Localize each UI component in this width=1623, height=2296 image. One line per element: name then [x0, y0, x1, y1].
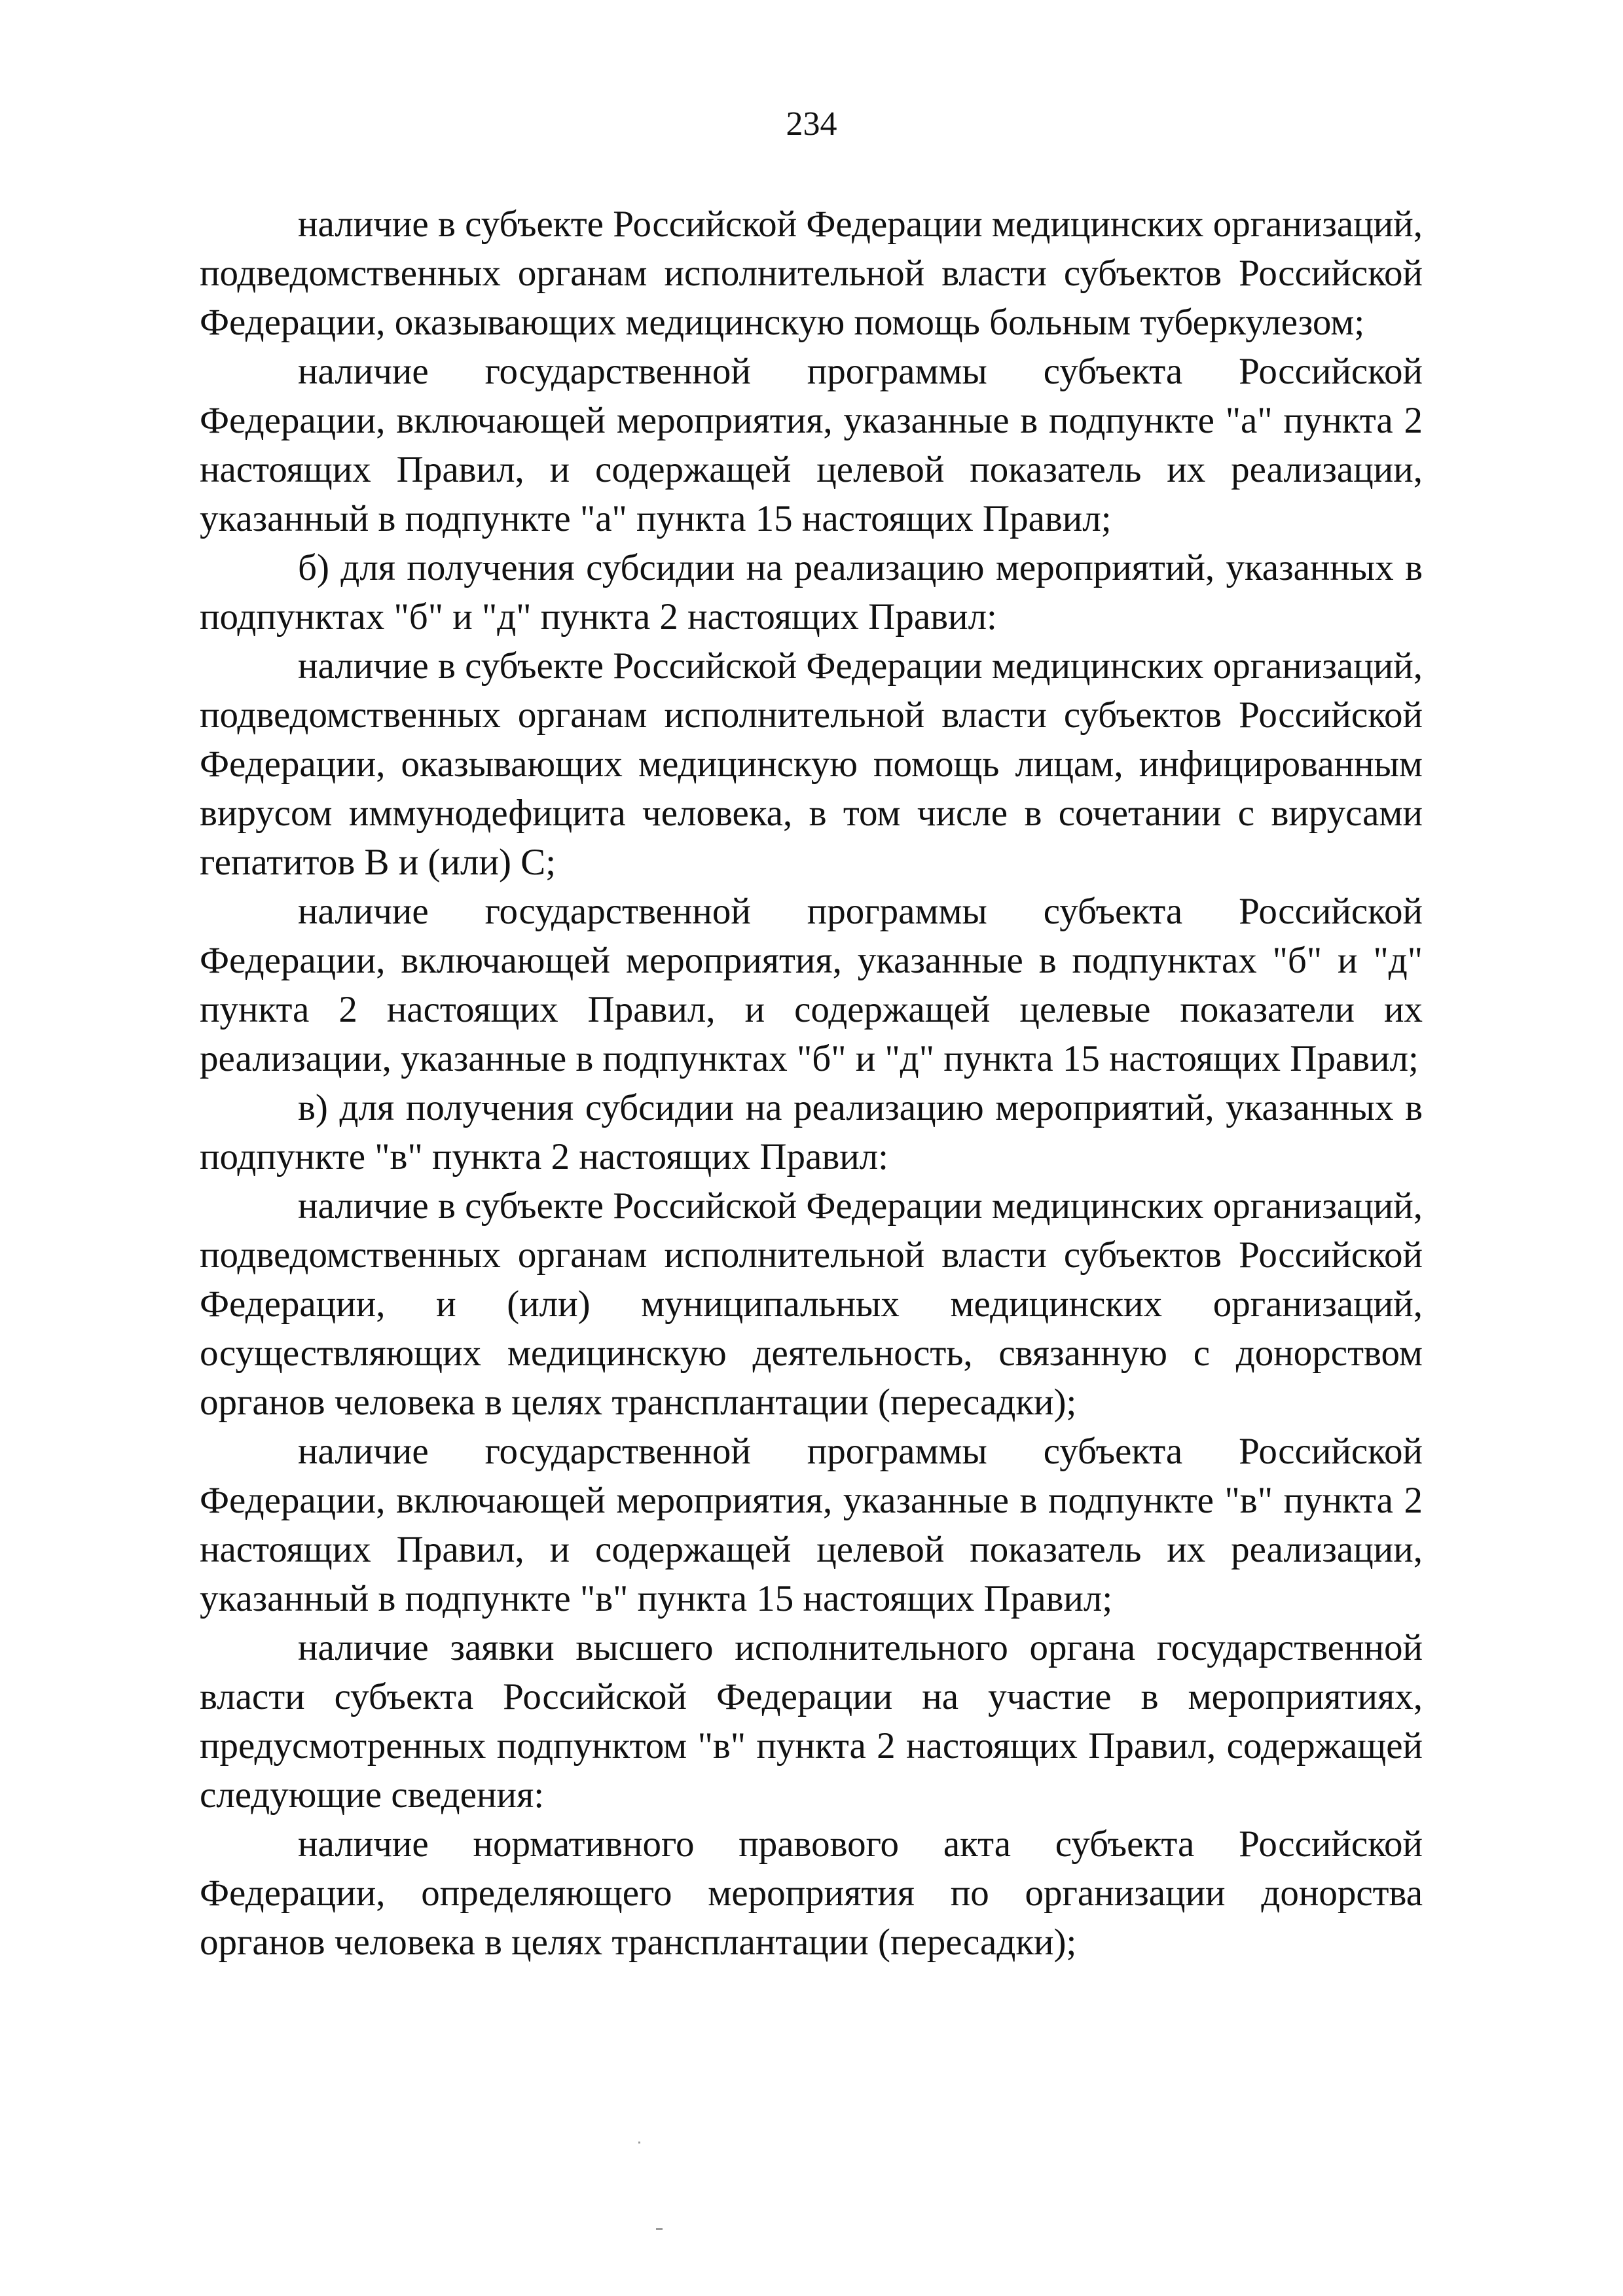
page-number: 234 [786, 105, 837, 143]
paragraph-tb-organizations: наличие в субъекте Российской Федерации медицинских организаций, подведомственных органам исполнительной власти субъектов Российской Федерации, оказывающих медицинскую помощь больным туберкулезом; [200, 204, 1423, 343]
paragraph-transplant-organizations: наличие в субъекте Российской Федерации медицинских организаций, подведомственных органам исполнительной власти субъектов Российской Федерации, и (или) муниципальных медицинских организаций, осуществляющих медицинскую деятельность, связанную с донорством органов человека в целях трансплантации (пересадки); [200, 1185, 1423, 1423]
paragraph-hiv-organizations: наличие в субъекте Российской Федерации медицинских организаций, подведомственных органам исполнительной власти субъектов Российской Федерации, оказывающих медицинскую помощь лицам, инфицированным вирусом иммунодефицита человека, в том числе в сочетании с вирусами гепатитов B и (или) C; [200, 645, 1423, 883]
document-body [200, 200, 1423, 1967]
scan-speck [638, 2142, 640, 2144]
paragraph-application: наличие заявки высшего исполнительного органа государственной власти субъекта Российской Федерации на участие в мероприятиях, предусмотренных подпунктом "в" пункта 2 настоящих Правил, содержащей следующие сведения: [200, 1627, 1423, 1816]
paragraph-subsidy-v: в) для получения субсидии на реализацию мероприятий, указанных в подпункте "в" пункта 2 настоящих Правил: [200, 1087, 1423, 1177]
paragraph-subsidy-b-d: б) для получения субсидии на реализацию мероприятий, указанных в подпунктах "б" и "д" пункта 2 настоящих Правил: [200, 547, 1423, 637]
paragraph-normative-act: наличие нормативного правового акта субъекта Российской Федерации, определяющего мероприятия по организации донорства органов человека в целях трансплантации (пересадки); [200, 1823, 1423, 1963]
paragraph-program-v: наличие государственной программы субъекта Российской Федерации, включающей мероприятия, указанные в подпункте "в" пункта 2 настоящих Правил, и содержащей целевой показатель их реализации, указанный в подпункте "в" пункта 15 настоящих Правил; [200, 1431, 1423, 1619]
paragraph-program-b-d: наличие государственной программы субъекта Российской Федерации, включающей мероприятия, указанные в подпунктах "б" и "д" пункта 2 настоящих Правил, и содержащей целевые показатели их реализации, указанные в подпунктах "б" и "д" пункта 15 настоящих Правил; [200, 891, 1423, 1079]
scan-speck [656, 2228, 663, 2230]
paragraph-program-a: наличие государственной программы субъекта Российской Федерации, включающей мероприятия, указанные в подпункте "а" пункта 2 настоящих Правил, и содержащей целевой показатель их реализации, указанный в подпункте "а" пункта 15 настоящих Правил; [200, 351, 1423, 539]
